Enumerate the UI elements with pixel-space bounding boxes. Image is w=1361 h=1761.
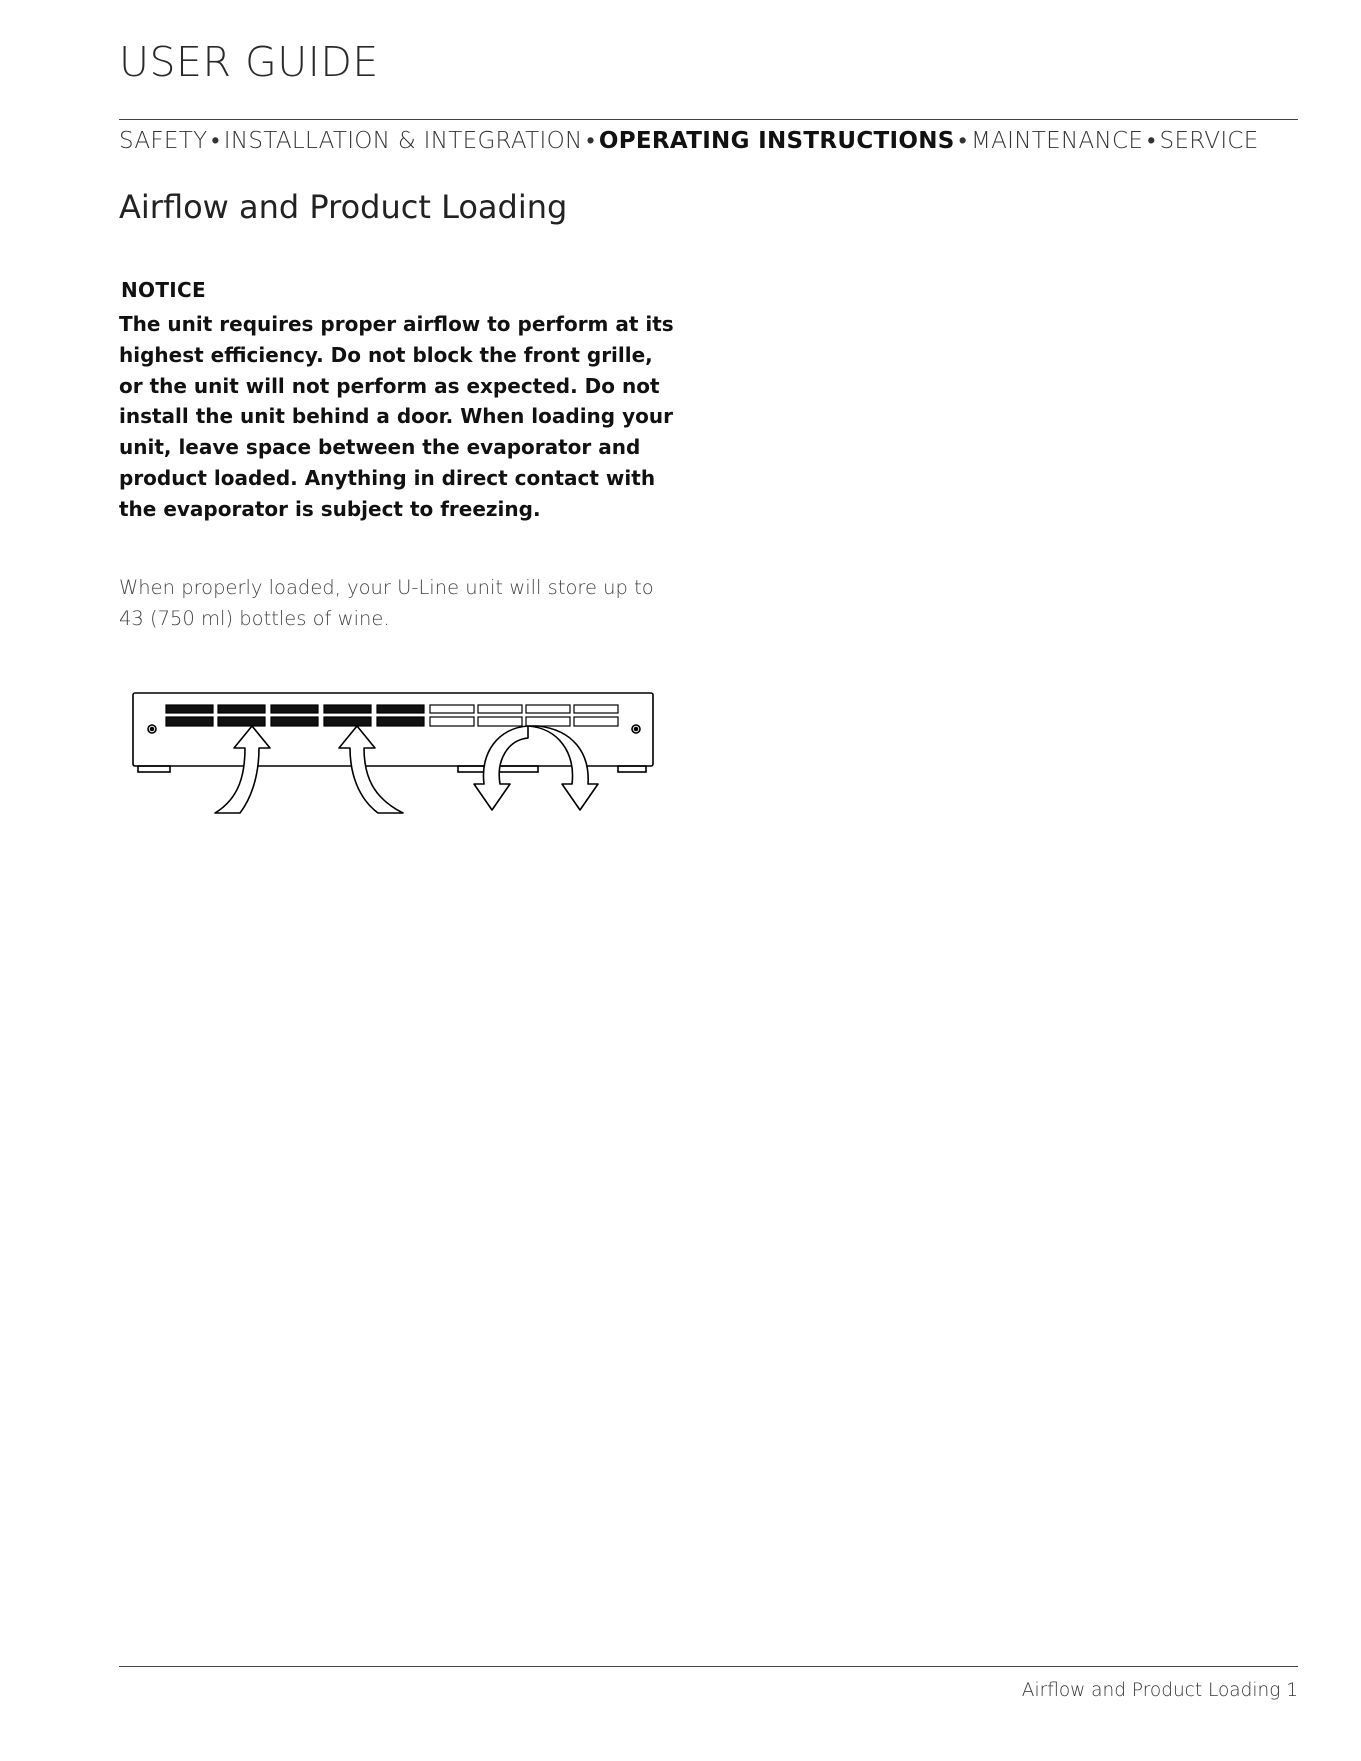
- intake-arrow-icon: [215, 726, 270, 813]
- front-grille-airflow-diagram: [128, 688, 668, 818]
- section-nav: [119, 127, 1298, 154]
- page-heading: Airflow and Product Loading: [119, 188, 568, 226]
- nav-separator: •: [958, 128, 967, 154]
- nav-item-service: SERVICE: [1159, 128, 1259, 154]
- notice-text: The unit requires proper airflow to perform at its highest efficiency. Do not block the front grille, or the unit will not perform as expected. Do not install the unit behind a door. When loading your unit, leave space between the evaporator and product loaded. Anything in direct contact with the evaporator is subject to freezing.: [119, 312, 674, 521]
- unit-foot: [138, 766, 170, 772]
- front-grille: [166, 705, 618, 726]
- nav-separator: •: [586, 128, 595, 154]
- nav-item-operating-instructions: OPERATING INSTRUCTIONS: [598, 128, 955, 154]
- body-paragraph: When properly loaded, your U-Line unit will store up to 43 (750 ml) bottles of wine.: [119, 576, 654, 630]
- footer-page-label: Airflow and Product Loading 1: [1021, 1680, 1298, 1701]
- nav-separator: •: [211, 128, 220, 154]
- unit-foot: [618, 766, 646, 772]
- header-divider: [119, 119, 1298, 120]
- nav-item-installation: INSTALLATION & INTEGRATION: [223, 128, 583, 154]
- nav-item-maintenance: MAINTENANCE: [971, 128, 1144, 154]
- exhaust-arrow-icon: [474, 726, 528, 810]
- intake-arrow-icon: [339, 726, 403, 813]
- document-title: USER GUIDE: [119, 38, 379, 86]
- notice-label: NOTICE: [121, 278, 206, 302]
- footer-divider: [119, 1666, 1298, 1667]
- nav-item-safety: SAFETY: [119, 128, 208, 154]
- nav-separator: •: [1147, 128, 1156, 154]
